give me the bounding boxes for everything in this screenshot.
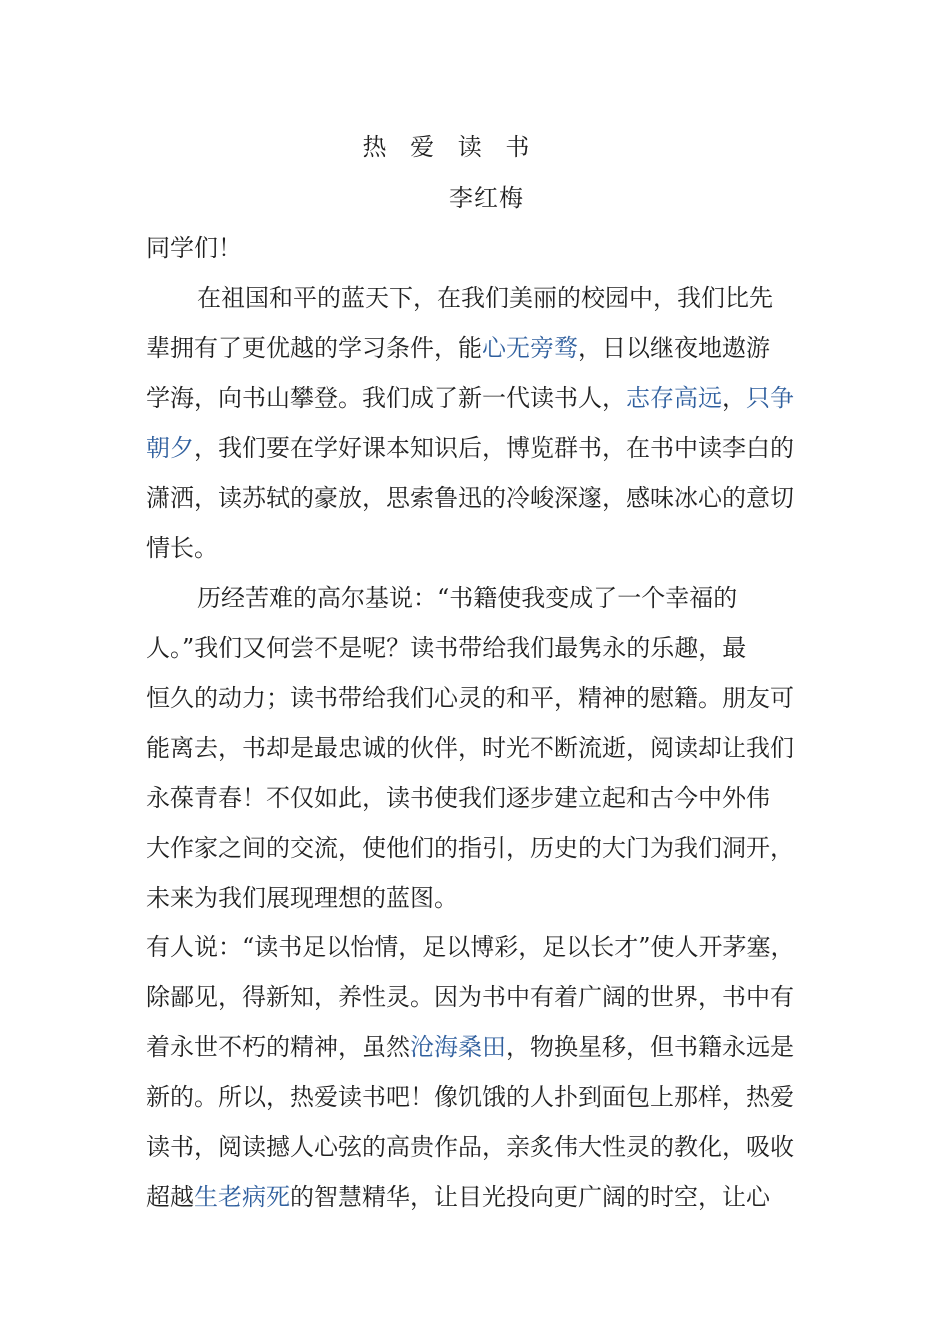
paragraph-1-line — [146, 531, 218, 565]
idiom-link[interactable]: 沧海桑田 — [410, 1033, 506, 1061]
paragraph-3-line — [146, 1130, 794, 1164]
text-span: 除鄙见，得新知，养性灵。因为书中有着广阔的世界，书中有 — [146, 983, 794, 1011]
text-span: 历经苦难的高尔基说：“书籍使我变成了一个幸福的 — [197, 584, 738, 612]
text-span: 的智慧精华，让目光投向更广阔的时空，让心 — [290, 1183, 770, 1211]
text-span: ，我们要在学好课本知识后，博览群书，在书中读李白的 — [194, 434, 794, 462]
paragraph-3-line — [146, 1180, 770, 1214]
paragraph-2-line — [146, 881, 458, 915]
paragraph-2-line — [146, 631, 746, 665]
text-span: 情长。 — [146, 534, 218, 562]
text-span: 能离去，书却是最忠诚的伙伴，时光不断流逝，阅读却让我们 — [146, 734, 794, 762]
text-span: 潇洒，读苏轼的豪放，思索鲁迅的冷峻深邃，感味冰心的意切 — [146, 484, 794, 512]
text-span: 有人说：“读书足以怡情，足以博彩，足以长才”使人开茅塞， — [146, 933, 795, 961]
text-span: 永葆青春！不仅如此，读书使我们逐步建立起和古今中外伟 — [146, 784, 770, 812]
paragraph-1-line — [146, 331, 770, 365]
text-span: 恒久的动力；读书带给我们心灵的和平，精神的慰籍。朋友可 — [146, 684, 794, 712]
idiom-link[interactable]: 生老病死 — [194, 1183, 290, 1211]
text-span: 着永世不朽的精神，虽然 — [146, 1033, 410, 1061]
idiom-link[interactable]: 只争 — [746, 384, 794, 412]
paragraph-2-line — [146, 781, 770, 815]
paragraph-1-line — [146, 381, 794, 415]
text-span: 读书，阅读撼人心弦的高贵作品，亲炙伟大性灵的教化，吸收 — [146, 1133, 794, 1161]
idiom-link[interactable]: 志存高远 — [626, 384, 722, 412]
paragraph-2-line — [146, 681, 794, 715]
text-span: 学海，向书山攀登。我们成了新一代读书人， — [146, 384, 626, 412]
text-span: ，物换星移，但书籍永远是 — [506, 1033, 794, 1061]
text-span: 未来为我们展现理想的蓝图。 — [146, 884, 458, 912]
idiom-link[interactable]: 朝夕 — [146, 434, 194, 462]
paragraph-2-line — [146, 731, 794, 765]
document-author: 李红梅 — [449, 184, 524, 212]
text-span: 新的。所以，热爱读书吧！像饥饿的人扑到面包上那样，热爱 — [146, 1083, 794, 1111]
paragraph-2-line — [197, 581, 737, 615]
text-span: ，日以继夜地遨游 — [578, 334, 770, 362]
paragraph-2-line — [146, 831, 794, 865]
text-span: 辈拥有了更优越的学习条件，能 — [146, 334, 482, 362]
text-span: 超越 — [146, 1183, 194, 1211]
paragraph-3-line — [146, 930, 795, 964]
paragraph-1-line — [146, 481, 794, 515]
paragraph-3-line — [146, 980, 794, 1014]
text-span: ， — [722, 384, 746, 412]
idiom-link[interactable]: 心无旁骛 — [482, 334, 578, 362]
text-span: 人。”我们又何尝不是呢？读书带给我们最隽永的乐趣，最 — [146, 634, 747, 662]
text-span: 大作家之间的交流，使他们的指引，历史的大门为我们洞开， — [146, 834, 794, 862]
greeting: 同学们！ — [146, 234, 242, 262]
paragraph-1-line — [146, 431, 794, 465]
paragraph-1-line — [197, 281, 773, 315]
paragraph-3-line — [146, 1030, 794, 1064]
text-span: 在祖国和平的蓝天下，在我们美丽的校园中，我们比先 — [197, 284, 773, 312]
document-title: 热 爱 读 书 — [362, 133, 538, 161]
paragraph-3-line — [146, 1080, 794, 1114]
